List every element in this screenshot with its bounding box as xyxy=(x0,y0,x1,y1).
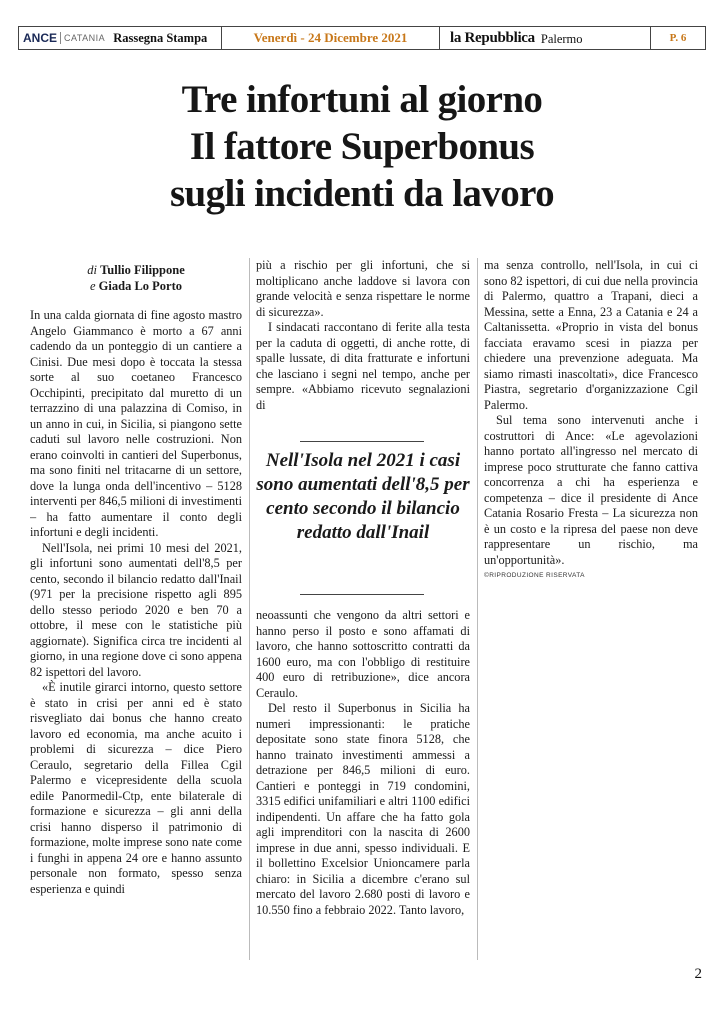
header-date-cell xyxy=(222,27,440,49)
press-header xyxy=(18,26,706,50)
pullquote-rule-bottom xyxy=(300,594,424,595)
pull-quote: Nell'Isola nel 2021 i casi sono aumentati dell'8,5 per cento secondo il bilancio redatto dall'Inail xyxy=(256,450,470,543)
logo-divider xyxy=(60,32,61,44)
header-page-cell xyxy=(651,27,705,49)
paragraph: neoassunti che vengono da altri settori e hanno perso il posto e sono affamati di lavoro, che hanno sottoscritto contratti da 1600 euro, ma con l'obbligo di restituire 400 euro di retribuzione», dice ancora Ceraulo. xyxy=(256,608,470,700)
paragraph: «È inutile girarci intorno, questo settore è stato in crisi per anni ed è stato risvegliato dai bonus che hanno creato lavoro ed economia, ma anche acuito i problemi di sicurezza – dice Piero Ceraulo, segretario della Fillea Cgil Palermo e vicepresidente della scuola edile Panormedil-Ctp, ente bilaterale di formazione e sicurezza – gli anni della crisi hanno disperso il patrimonio di formazione, molte imprese sono nate come i funghi in appena 24 ore e hanno assunto personale non formato, spesso senza esperienza e quindi xyxy=(30,680,242,896)
byline xyxy=(30,262,242,294)
paragraph: In una calda giornata di fine agosto mastro Angelo Giammanco è morto a 67 anni cadendo da un ponteggio di un cantiere a Cinisi. Due mesi dopo è toccata la stessa sorte al suo coetaneo Francesco Occhipinti, precipitato dal muretto di un terrazzino di una palazzina di Comiso, in un anno in cui, in Sicilia, si piangono sette caduti sul lavoro nelle costruzioni. Non erano coinvolti in cantieri del Superbonus, ma sono finiti nel tritacarne di un settore, dove la lunga onda dell'incentivo – 5128 interventi per 846,5 milioni di investimenti – ha fatto aumentare il conto degli infortuni e degli incidenti. xyxy=(30,308,242,539)
article-column-2-top xyxy=(256,258,470,438)
header-newspaper-cell xyxy=(440,27,651,49)
paragraph: più a rischio per gli infortuni, che si moltiplicano anche laddove si lavora con grande velocità e senza rispettare le norme di sicurezza». xyxy=(256,258,470,319)
page-number: 2 xyxy=(694,966,702,982)
publication-date: Venerdì - 24 Dicembre 2021 xyxy=(253,30,408,45)
article-column-3 xyxy=(484,258,698,610)
author-name: Giada Lo Porto xyxy=(98,279,183,293)
paragraph: ma senza controllo, nell'Isola, in cui ci sono 82 ispettori, di cui due nella provincia di Palermo, quattro a Trapani, dieci a Messina, sette a Enna, 23 a Catania e 24 a Caltanissetta. «Proprio in vista del bonus facciata eravamo scesi in piazza per chiedere una prevenzione adeguata. Ma siamo rimasti inascoltati», dice Francesco Piastra, segretario d'organizzazione Cgil Palermo. xyxy=(484,258,698,412)
ance-logo: ANCE xyxy=(23,31,58,45)
paragraph: Nell'Isola, nei primi 10 mesi del 2021, gli infortuni sono aumentati dell'8,5 per cento, secondo il bilancio redatto dall'Inail (971 per la precisione rispetto agli 895 dello stesso periodo 2020 e ben 70 a ottobre, il mese con le statistiche più aggiornate). Significa circa tre incidenti al giorno, in una regione dove ci sono appena 82 ispettori del lavoro. xyxy=(30,540,242,679)
paragraph: Del resto il Superbonus in Sicilia ha numeri impressionanti: le pratiche depositate sono state finora 5128, che hanno trainato investimenti ammessi a detrazione per 846,5 milioni di euro. Cantieri e ponteggi in 719 condomini, 3315 edifici unifamiliari e altri 1100 edifici indipendenti. Un affare che ha fatto gola agli imprenditori con la nascita di 2600 imprese in due anni, spesso individuali. E il bollettino Excelsior Unioncamere parla chiaro: in Sicilia a dicembre c'erano sul mercato del lavoro 2.680 posti di lavoro e 10.550 fino a febbraio 2022. Tanto lavoro, xyxy=(256,701,470,917)
headline-line-2: Il fattore Superbonus xyxy=(189,125,535,168)
byline-prefix: di xyxy=(87,263,97,277)
paragraph: Sul tema sono intervenuti anche i costruttori di Ance: «Le agevolazioni hanno portato all'ingresso nel mercato di imprese poco strutturate che fanno cattiva concorrenza a chi ha esperienza e competenza – dice il presidente di Ance Catania Rosario Fresta – La sicurezza non è un costo e la ripresa del paese non deve rappresentare un rischio, ma un'opportunità». xyxy=(484,413,698,567)
header-source xyxy=(19,27,222,49)
newspaper-edition: Palermo xyxy=(540,32,583,46)
ance-logo-subtitle: CATANIA xyxy=(64,33,106,43)
copyright-notice: ©RIPRODUZIONE RISERVATA xyxy=(484,572,585,579)
byline-prefix: e xyxy=(89,279,96,293)
headline-line-3: sugli incidenti da lavoro xyxy=(169,172,555,215)
newspaper-logo: la Repubblica xyxy=(450,29,535,46)
article-column-1 xyxy=(30,262,242,958)
author-name: Tullio Filippone xyxy=(100,263,185,277)
page-reference: P. 6 xyxy=(669,32,687,44)
section-label: Rassegna Stampa xyxy=(113,30,208,45)
column-divider xyxy=(477,258,478,960)
column-divider xyxy=(249,258,250,960)
article-column-2-bottom xyxy=(256,608,470,960)
pullquote-rule-top xyxy=(300,441,424,442)
paragraph: I sindacati raccontano di ferite alla testa per la caduta di oggetti, di anche rotte, di spalle lussate, di dita fratturate e infortuni che lasciano i segni nel tempo, anche per sempre. «Abbiamo ricevuto segnalazioni di xyxy=(256,320,470,412)
headline-line-1: Tre infortuni al giorno xyxy=(181,78,543,121)
article-headline xyxy=(80,76,644,217)
